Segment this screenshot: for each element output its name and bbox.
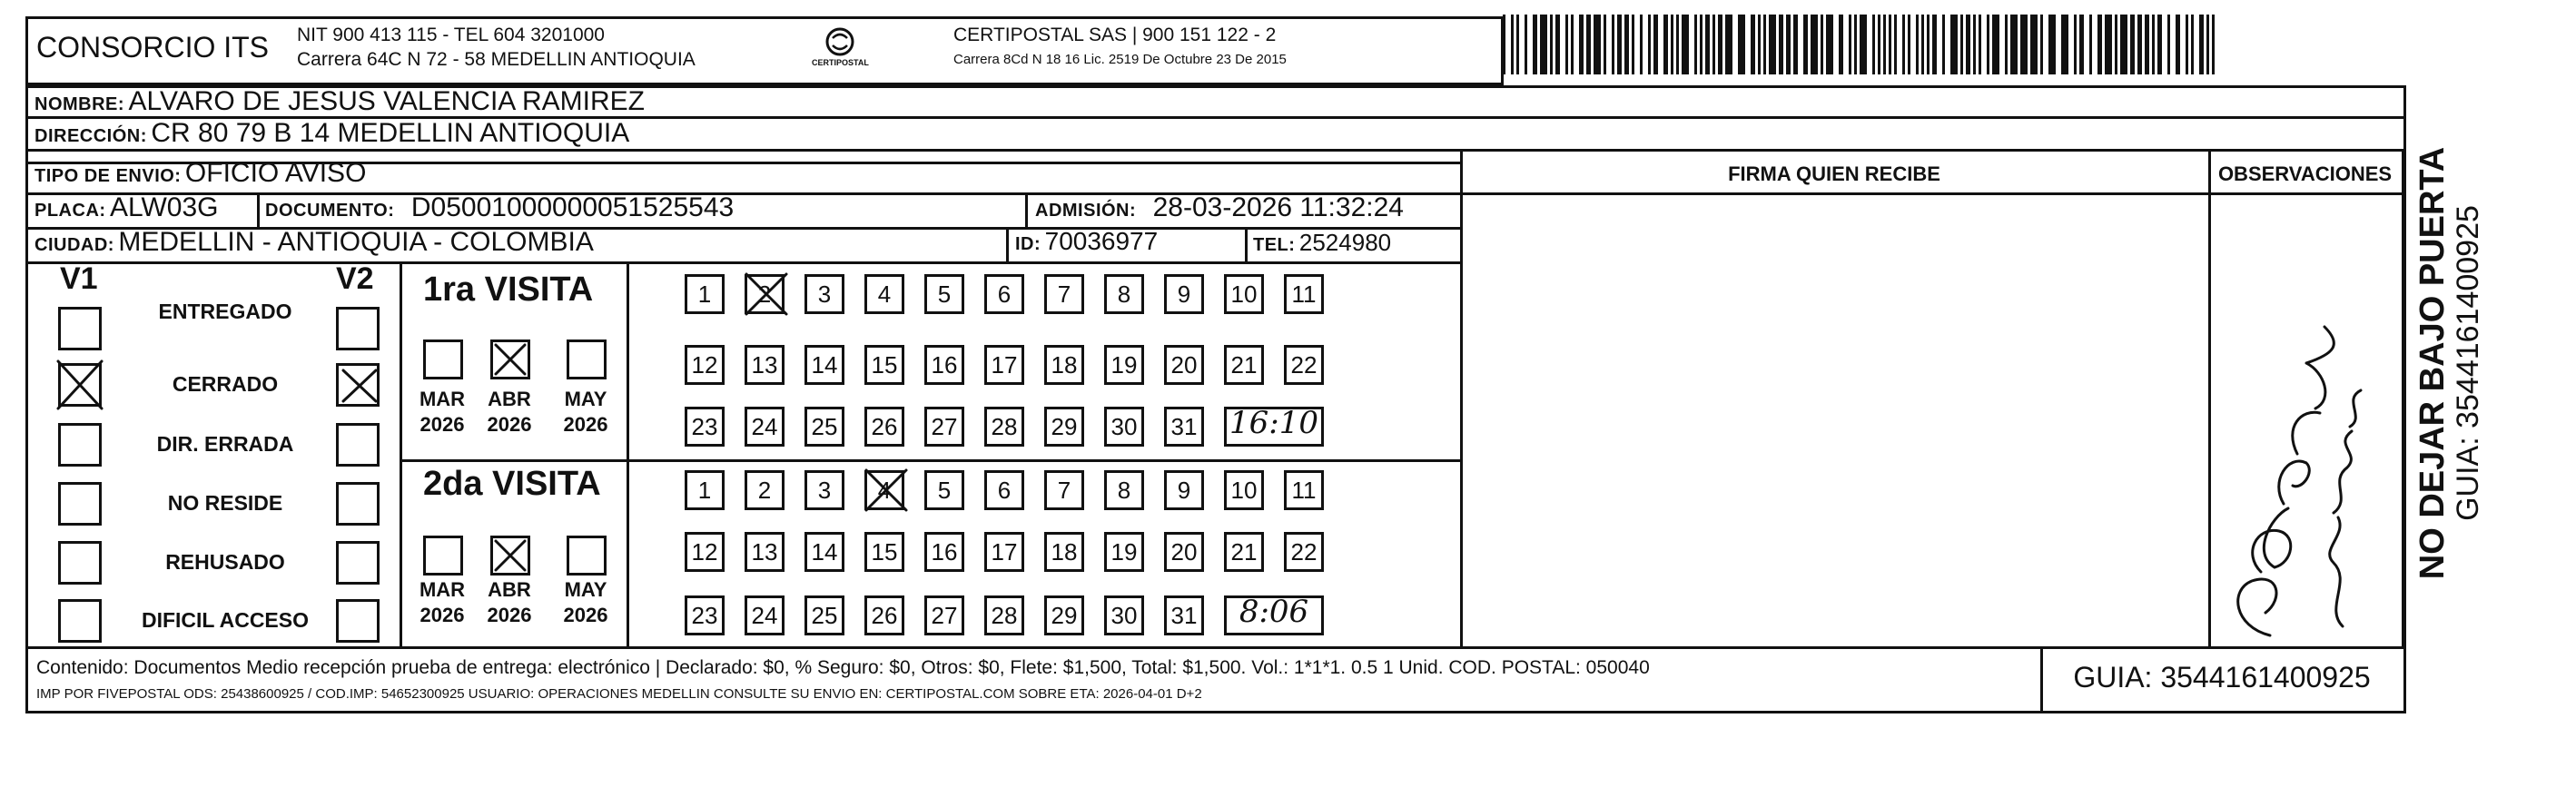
document-label: DOCUMENTO:	[265, 201, 395, 221]
second-day-box[interactable]: 10	[1224, 470, 1264, 510]
admission-value: 28-03-2026 11:32:24	[1152, 192, 1404, 222]
status-label: DIR. ERRADA	[156, 432, 294, 456]
second-day-box[interactable]: 31	[1164, 595, 1204, 635]
type-label: TIPO DE ENVIO:	[35, 166, 182, 186]
plate-row	[35, 192, 219, 223]
first-day-box[interactable]: 15	[864, 345, 904, 385]
first-day-box[interactable]: 16	[924, 345, 964, 385]
first-day-box[interactable]: 26	[864, 407, 904, 447]
second-day-box[interactable]: 13	[745, 532, 785, 572]
month-year: 2026	[563, 604, 608, 626]
month-name: ABR	[488, 388, 531, 410]
second-day-box[interactable]: 28	[984, 595, 1024, 635]
v2-label: V2	[336, 261, 374, 296]
v2-checkbox[interactable]	[336, 541, 380, 585]
address-label: DIRECCIÓN:	[35, 126, 147, 146]
first-day-box[interactable]: 6	[984, 274, 1024, 314]
admission-row	[1035, 192, 1404, 223]
second-day-box[interactable]: 8	[1104, 470, 1144, 510]
v2-checkbox[interactable]	[336, 599, 380, 643]
first-day-box[interactable]: 5	[924, 274, 964, 314]
second-month-label	[410, 577, 474, 628]
logo-text: CERTIPOSTAL	[812, 58, 869, 67]
second-day-box[interactable]: 14	[804, 532, 844, 572]
observations-header: OBSERVACIONES	[2217, 162, 2393, 185]
first-month-label	[554, 387, 617, 438]
first-day-box[interactable]: 20	[1164, 345, 1204, 385]
month-year: 2026	[419, 413, 465, 436]
id-row	[1015, 227, 1158, 256]
status-label: NO RESIDE	[167, 491, 283, 515]
second-visit-time: 8:06	[1239, 594, 1309, 630]
second-month-label	[554, 577, 617, 628]
first-month-checkbox[interactable]	[567, 339, 607, 379]
recipient-address: CR 80 79 B 14 MEDELLIN ANTIOQUIA	[151, 118, 630, 148]
v2-checkbox[interactable]	[336, 363, 380, 407]
first-day-box[interactable]: 27	[924, 407, 964, 447]
first-day-box[interactable]: 31	[1164, 407, 1204, 447]
first-day-box[interactable]: 7	[1044, 274, 1084, 314]
status-label: ENTREGADO	[158, 300, 292, 323]
first-visit-time: 16:10	[1229, 405, 1318, 441]
v1-checkbox[interactable]	[58, 599, 102, 643]
v1-checkbox[interactable]	[58, 307, 102, 350]
signature-header: FIRMA QUIEN RECIBE	[1728, 162, 1940, 185]
first-day-box[interactable]: 14	[804, 345, 844, 385]
footer-guide: GUIA: 3544161400925	[2073, 661, 2371, 694]
plate-value: ALW03G	[110, 192, 219, 222]
first-day-box[interactable]: 17	[984, 345, 1024, 385]
second-month-label	[478, 577, 541, 628]
tel-label: TEL:	[1253, 235, 1296, 255]
v2-checkbox[interactable]	[336, 423, 380, 467]
first-day-box[interactable]: 18	[1044, 345, 1084, 385]
second-day-box[interactable]: 11	[1284, 470, 1324, 510]
second-day-box[interactable]: 29	[1044, 595, 1084, 635]
first-day-box[interactable]: 2	[745, 274, 785, 314]
month-year: 2026	[419, 604, 465, 626]
address-row	[35, 118, 629, 149]
v1-checkbox[interactable]	[58, 363, 102, 407]
second-day-box[interactable]: 21	[1224, 532, 1264, 572]
company-nit: NIT 900 413 115 - TEL 604 3201000	[297, 25, 605, 45]
second-day-box[interactable]: 18	[1044, 532, 1084, 572]
barcode	[1503, 15, 2229, 76]
second-month-checkbox[interactable]	[490, 536, 530, 576]
first-month-checkbox[interactable]	[423, 339, 463, 379]
v1-label: V1	[60, 261, 98, 296]
courier-name: CERTIPOSTAL SAS | 900 151 122 - 2	[953, 25, 1277, 45]
second-day-box[interactable]: 1	[685, 470, 725, 510]
document-row	[265, 192, 734, 223]
second-day-box[interactable]: 30	[1104, 595, 1144, 635]
v1-checkbox[interactable]	[58, 423, 102, 467]
name-row	[35, 86, 645, 117]
month-name: ABR	[488, 578, 531, 601]
second-day-box[interactable]: 16	[924, 532, 964, 572]
month-year: 2026	[563, 413, 608, 436]
first-day-box[interactable]: 8	[1104, 274, 1144, 314]
side-notice: NO DEJAR BAJO PUERTA	[2413, 146, 2452, 580]
first-day-box[interactable]: 12	[685, 345, 725, 385]
month-year: 2026	[487, 413, 532, 436]
v2-checkbox[interactable]	[336, 482, 380, 526]
shipment-type: OFICIO AVISO	[184, 158, 367, 188]
month-name: MAY	[564, 388, 607, 410]
v1-checkbox[interactable]	[58, 541, 102, 585]
second-day-box[interactable]: 9	[1164, 470, 1204, 510]
second-day-box[interactable]: 12	[685, 532, 725, 572]
month-year: 2026	[487, 604, 532, 626]
first-day-box[interactable]: 3	[804, 274, 844, 314]
first-day-box[interactable]: 28	[984, 407, 1024, 447]
second-day-box[interactable]: 19	[1104, 532, 1144, 572]
admission-label: ADMISIÓN:	[1035, 201, 1137, 221]
second-day-box[interactable]: 26	[864, 595, 904, 635]
first-month-label	[478, 387, 541, 438]
first-day-box[interactable]: 23	[685, 407, 725, 447]
company-address: Carrera 64C N 72 - 58 MEDELLIN ANTIOQUIA	[297, 49, 696, 70]
city-row	[35, 227, 594, 258]
second-day-box[interactable]: 23	[685, 595, 725, 635]
first-day-box[interactable]: 4	[864, 274, 904, 314]
v1-checkbox[interactable]	[58, 482, 102, 526]
side-notice-wrap	[2413, 109, 2486, 617]
first-visit-title: 1ra VISITA	[423, 271, 594, 309]
first-month-checkbox[interactable]	[490, 339, 530, 379]
v2-checkbox[interactable]	[336, 307, 380, 350]
company-name: CONSORCIO ITS	[36, 31, 270, 64]
second-visit-title: 2da VISITA	[423, 465, 601, 503]
first-day-box[interactable]: 30	[1104, 407, 1144, 447]
first-day-box[interactable]: 9	[1164, 274, 1204, 314]
first-day-box[interactable]: 10	[1224, 274, 1264, 314]
first-day-box[interactable]: 29	[1044, 407, 1084, 447]
second-day-box[interactable]: 7	[1044, 470, 1084, 510]
name-label: NOMBRE:	[35, 94, 125, 114]
second-day-box[interactable]: 24	[745, 595, 785, 635]
status-label: REHUSADO	[165, 550, 285, 574]
certipostal-logo	[808, 24, 872, 78]
city-label: CIUDAD:	[35, 235, 114, 255]
courier-address: Carrera 8Cd N 18 16 Lic. 2519 De Octubre 23 De 2015	[953, 52, 1287, 67]
second-day-box[interactable]: 15	[864, 532, 904, 572]
second-day-box[interactable]: 4	[864, 470, 904, 510]
first-day-box[interactable]: 21	[1224, 345, 1264, 385]
recipient-name: ALVARO DE JESUS VALENCIA RAMIREZ	[128, 86, 645, 116]
id-value: 70036977	[1044, 227, 1159, 255]
first-month-label	[410, 387, 474, 438]
certipostal-logo-icon	[808, 24, 872, 78]
second-month-checkbox[interactable]	[423, 536, 463, 576]
first-day-box[interactable]: 22	[1284, 345, 1324, 385]
plate-label: PLACA:	[35, 201, 106, 221]
tel-value: 2524980	[1298, 229, 1392, 256]
handwritten-signature	[2216, 309, 2370, 644]
second-day-box[interactable]: 20	[1164, 532, 1204, 572]
side-guide: GUIA: 3544161400925	[2451, 205, 2485, 521]
month-name: MAR	[419, 578, 466, 601]
tel-row	[1253, 229, 1391, 257]
first-day-box[interactable]: 25	[804, 407, 844, 447]
first-day-box[interactable]: 24	[745, 407, 785, 447]
first-day-box[interactable]: 1	[685, 274, 725, 314]
second-day-box[interactable]: 27	[924, 595, 964, 635]
city-value: MEDELLIN - ANTIOQUIA - COLOMBIA	[118, 227, 594, 257]
second-month-checkbox[interactable]	[567, 536, 607, 576]
month-name: MAY	[564, 578, 607, 601]
second-day-box[interactable]: 25	[804, 595, 844, 635]
document-value: D05001000000051525543	[410, 192, 735, 222]
second-day-box[interactable]: 6	[984, 470, 1024, 510]
second-day-box[interactable]: 22	[1284, 532, 1324, 572]
first-day-box[interactable]: 19	[1104, 345, 1144, 385]
footer-print-info: IMP POR FIVEPOSTAL ODS: 25438600925 / COD.IMP: 54652300925 USUARIO: OPERACIONES MEDELLIN CONSULTE SU ENVIO EN: CERTIPOSTAL.COM SOBRE ETA: 2026-04-01 D+2	[36, 686, 1202, 702]
id-label: ID:	[1015, 234, 1041, 254]
status-label: DIFICIL ACCESO	[141, 608, 309, 632]
type-row	[35, 158, 366, 189]
footer-content: Contenido: Documentos Medio recepción prueba de entrega: electrónico | Declarado: $0, % Seguro: $0, Otros: $0, Flete: $1,500, Total: $1,500. Vol.: 1*1*1. 0.5 1 Unid. COD. POSTAL: 050040	[36, 657, 1650, 678]
second-day-box[interactable]: 5	[924, 470, 964, 510]
second-day-box[interactable]: 2	[745, 470, 785, 510]
second-day-box[interactable]: 17	[984, 532, 1024, 572]
first-day-box[interactable]: 11	[1284, 274, 1324, 314]
month-name: MAR	[419, 388, 466, 410]
first-day-box[interactable]: 13	[745, 345, 785, 385]
status-label: CERRADO	[172, 372, 279, 396]
second-day-box[interactable]: 3	[804, 470, 844, 510]
